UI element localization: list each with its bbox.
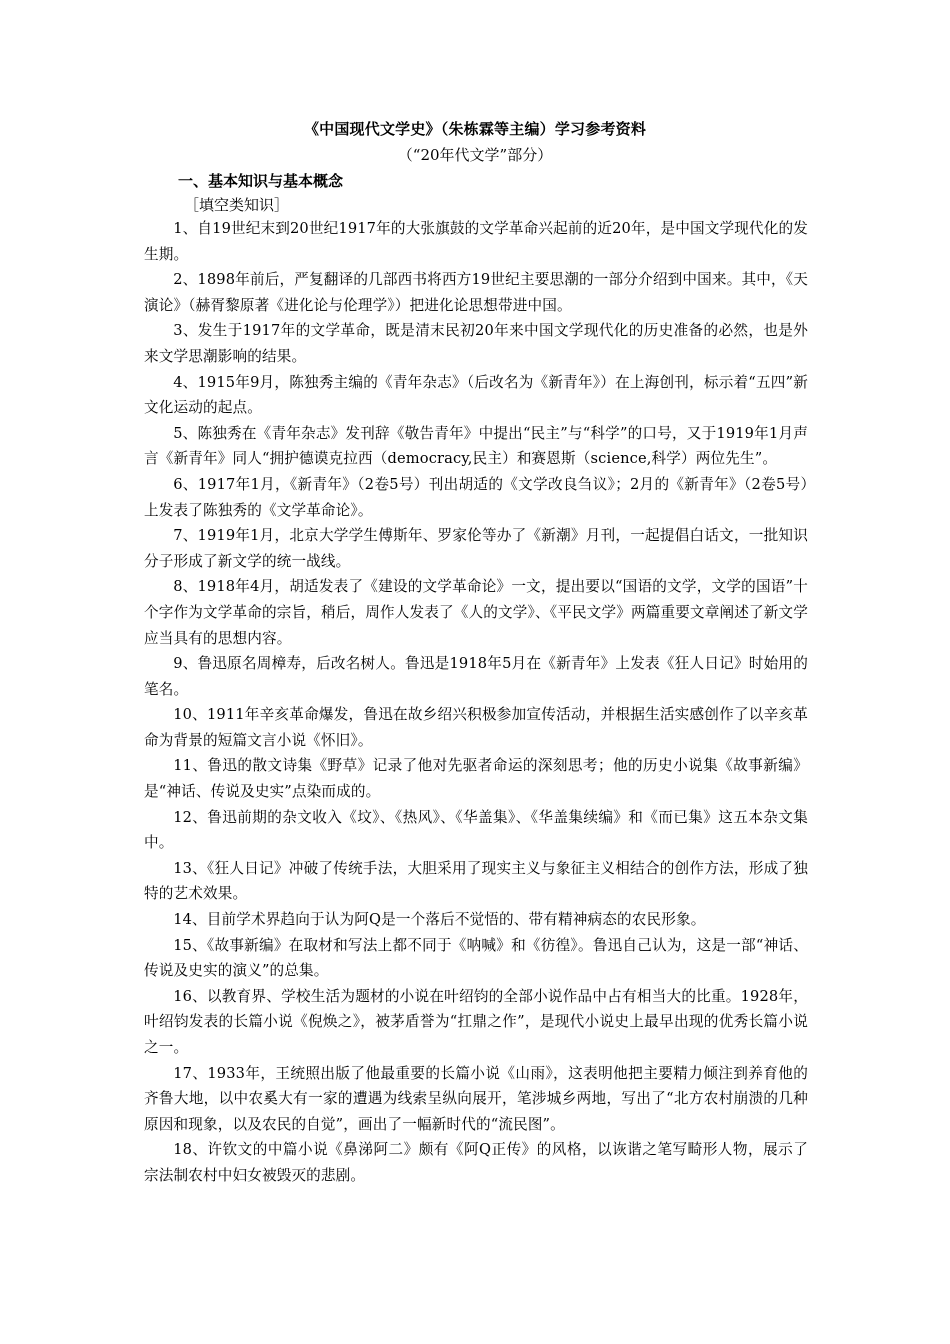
paragraph-4: 4、1915年9月，陈独秀主编的《青年杂志》（后改名为《新青年》）在上海创刊，标示着“五四”新文化运动的起点。 (144, 373, 808, 417)
paragraph-3: 3、发生于1917年的文学革命，既是清末民初20年来中国文学现代化的历史准备的必然，也是外来文学思潮影响的结果。 (144, 322, 808, 365)
paragraph-18: 18、许钦文的中篇小说《鼻涕阿二》颇有《阿Q正传》的风格，以诙谐之笔写畸形人物，展示了宗法制农村中妇女被毁灭的悲剧。 (144, 1141, 808, 1184)
paragraph-1: 1、自19世纪末到20世纪1917年的大张旗鼓的文学革命兴起前的近20年，是中国文学现代化的发生期。 (144, 220, 808, 263)
body-text (144, 216, 808, 1189)
paragraph-12: 12、鲁迅前期的杂文收入《坟》、《热风》、《华盖集》、《华盖集续编》和《而已集》这五本杂文集中。 (144, 808, 808, 852)
paragraph-14: 14、目前学术界趋向于认为阿Q是一个落后不觉悟的、带有精神病态的农民形象。 (173, 911, 706, 929)
paragraph-11: 11、鲁迅的散文诗集《野草》记录了他对先驱者命运的深刻思考；他的历史小说集《故事新编》是“神话、传说及史实”点染而成的。 (144, 757, 808, 801)
paragraph-13: 13、《狂人日记》冲破了传统手法，大胆采用了现实主义与象征主义相结合的创作方法，形成了独特的艺术效果。 (144, 859, 808, 903)
paragraph-7: 7、1919年1月，北京大学学生傅斯年、罗家伦等办了《新潮》月刊，一起提倡白话文，一批知识分子形成了新文学的统一战线。 (144, 527, 808, 570)
paragraph-16: 16、以教育界、学校生活为题材的小说在叶绍钧的全部小说作品中占有相当大的比重。1928年，叶绍钧发表的长篇小说《倪焕之》，被茅盾誉为“扛鼎之作”，是现代小说史上最早出现的优秀长篇小说之一。 (144, 987, 808, 1056)
paragraph-9: 9、鲁迅原名周樟寿，后改名树人。鲁迅是1918年5月在《新青年》上发表《狂人日记》时始用的笔名。 (144, 655, 808, 698)
paragraph-8: 8、1918年4月，胡适发表了《建设的文学革命论》一文，提出要以“国语的文学，文学的国语”十个字作为文学革命的宗旨，稍后，周作人发表了《人的文学》、《平民文学》两篇重要文章阐述了新文学应当具有的思想内容。 (144, 578, 808, 647)
subsection-heading: ［填空类知识］ (184, 196, 290, 214)
document-subtitle: （“20年代文学”部分） (397, 146, 553, 164)
paragraph-10: 10、1911年辛亥革命爆发，鲁迅在故乡绍兴积极参加宣传活动，并根据生活实感创作了以辛亥革命为背景的短篇文言小说《怀旧》。 (144, 706, 808, 749)
paragraph-5: 5、陈独秀在《青年杂志》发刊辞《敬告青年》中提出“民主”与“科学”的口号，又于1919年1月声言《新青年》同人“拥护德谟克拉西（democracy,民主）和赛恩斯（science,科学）两位先生”。 (144, 424, 808, 468)
paragraph-15: 15、《故事新编》在取材和写法上都不同于《呐喊》和《彷徨》。鲁迅自己认为，这是一部“神话、传说及史实的演义”的总集。 (144, 936, 808, 980)
section-heading: 一、基本知识与基本概念 (178, 172, 344, 190)
paragraph-17: 17、1933年，王统照出版了他最重要的长篇小说《山雨》，这表明他把主要精力倾注到养育他的齐鲁大地，以中农奚大有一家的遭遇为线索呈纵向展开，笔涉城乡两地，写出了“北方农村崩溃的几种原因和现象，以及农民的自觉”，画出了一幅新时代的“流民图”。 (144, 1064, 808, 1133)
paragraph-2: 2、1898年前后，严复翻译的几部西书将西方19世纪主要思潮的一部分介绍到中国来。其中，《天演论》（赫胥黎原著《进化论与伦理学》）把进化论思想带进中国。 (144, 271, 808, 314)
document-title: 《中国现代文学史》（朱栋霖等主编）学习参考资料 (303, 120, 647, 138)
paragraph-6: 6、1917年1月，《新青年》（2卷5号）刊出胡适的《文学改良刍议》；2月的《新青年》（2卷5号）上发表了陈独秀的《文学革命论》。 (144, 475, 808, 519)
